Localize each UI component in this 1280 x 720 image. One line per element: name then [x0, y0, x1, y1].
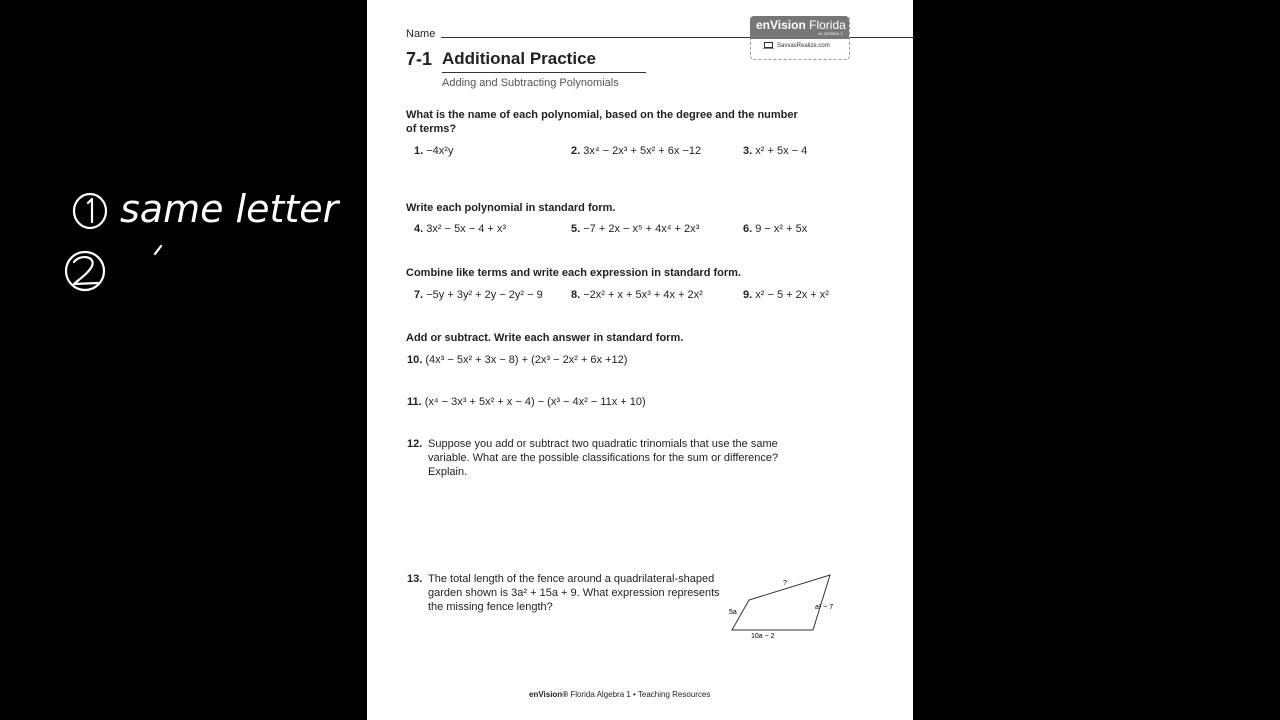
lesson-number: 7-1	[406, 49, 433, 69]
problem-12-number: 12.	[407, 438, 423, 450]
garden-figure	[727, 570, 907, 645]
annotation-text: same letter	[120, 187, 339, 231]
circle-one-mark	[74, 194, 106, 228]
digit-two-mark	[74, 257, 98, 284]
lesson-subtitle: Adding and Subtracting Polynomials	[442, 77, 619, 89]
directions-standard-form: Write each polynomial in standard form.	[406, 202, 616, 214]
directions-classify: What is the name of each polynomial, based on the degree and the number of terms?	[406, 109, 798, 135]
problem-5: 5. −7 + 2x − x⁵ + 4x⁴ + 2x³	[571, 223, 700, 235]
directions-combine: Combine like terms and write each expression in standard form.	[406, 267, 741, 279]
problem-9: 9. x² − 5 + 2x + x²	[743, 289, 829, 301]
pen-tick-mark	[155, 246, 161, 254]
brand-url: SavvasRealize.com	[777, 43, 830, 49]
laptop-icon	[763, 42, 774, 49]
logo-title: enVision Florida	[756, 18, 846, 32]
figure-left-label: 5a	[729, 609, 737, 616]
problem-10: 10. (4x³ − 5x² + 3x − 8) + (2x³ − 2x² + 6x +12)	[407, 354, 628, 366]
problem-8: 8. −2x² + x + 5x³ + 4x + 2x²	[571, 289, 703, 301]
figure-top-label: ?	[783, 580, 787, 587]
problem-13-number: 13.	[407, 573, 423, 585]
directions-add-subtract: Add or subtract. Write each answer in standard form.	[406, 332, 684, 344]
problem-3: 3. x² + 5x − 4	[743, 145, 808, 157]
problem-13-text: The total length of the fence around a quadrilateral-shaped garden shown is 3a² + 15a + 9. What expression represents the missing fence length?	[428, 573, 720, 613]
problem-11: 11. (x⁴ − 3x³ + 5x² + x − 4) − (x³ − 4x² − 11x + 10)	[407, 396, 646, 408]
handwritten-annotations	[0, 0, 367, 720]
problem-7: 7. −5y + 3y² + 2y − 2y² − 9	[414, 289, 543, 301]
problem-12-text: Suppose you add or subtract two quadratic trinomials that use the same variable. What are the possible classifications for the sum or difference? Explain.	[428, 438, 779, 478]
name-label: Name	[406, 28, 436, 40]
logo-subtitle: ALGEBRA 1	[818, 31, 843, 36]
figure-right-label: a² − 7	[815, 604, 834, 611]
digit-one-mark	[88, 199, 92, 222]
problem-4: 4. 3x² − 5x − 4 + x³	[414, 223, 507, 235]
problem-1: 1. −4x²y	[414, 145, 454, 157]
brand-logo	[750, 16, 849, 39]
lesson-title: Additional Practice	[442, 49, 596, 68]
page-footer: enVision® Florida Algebra 1 • Teaching Resources	[529, 690, 711, 699]
problem-2: 2. 3x⁴ − 2x³ + 5x² + 6x −12	[571, 145, 702, 157]
quadrilateral-shape	[732, 575, 830, 630]
handwriting-drawing	[0, 0, 367, 720]
worksheet-page	[367, 0, 913, 720]
problem-6: 6. 9 − x² + 5x	[743, 223, 808, 235]
figure-bottom-label: 10a − 2	[751, 633, 775, 640]
title-rule	[442, 72, 646, 73]
